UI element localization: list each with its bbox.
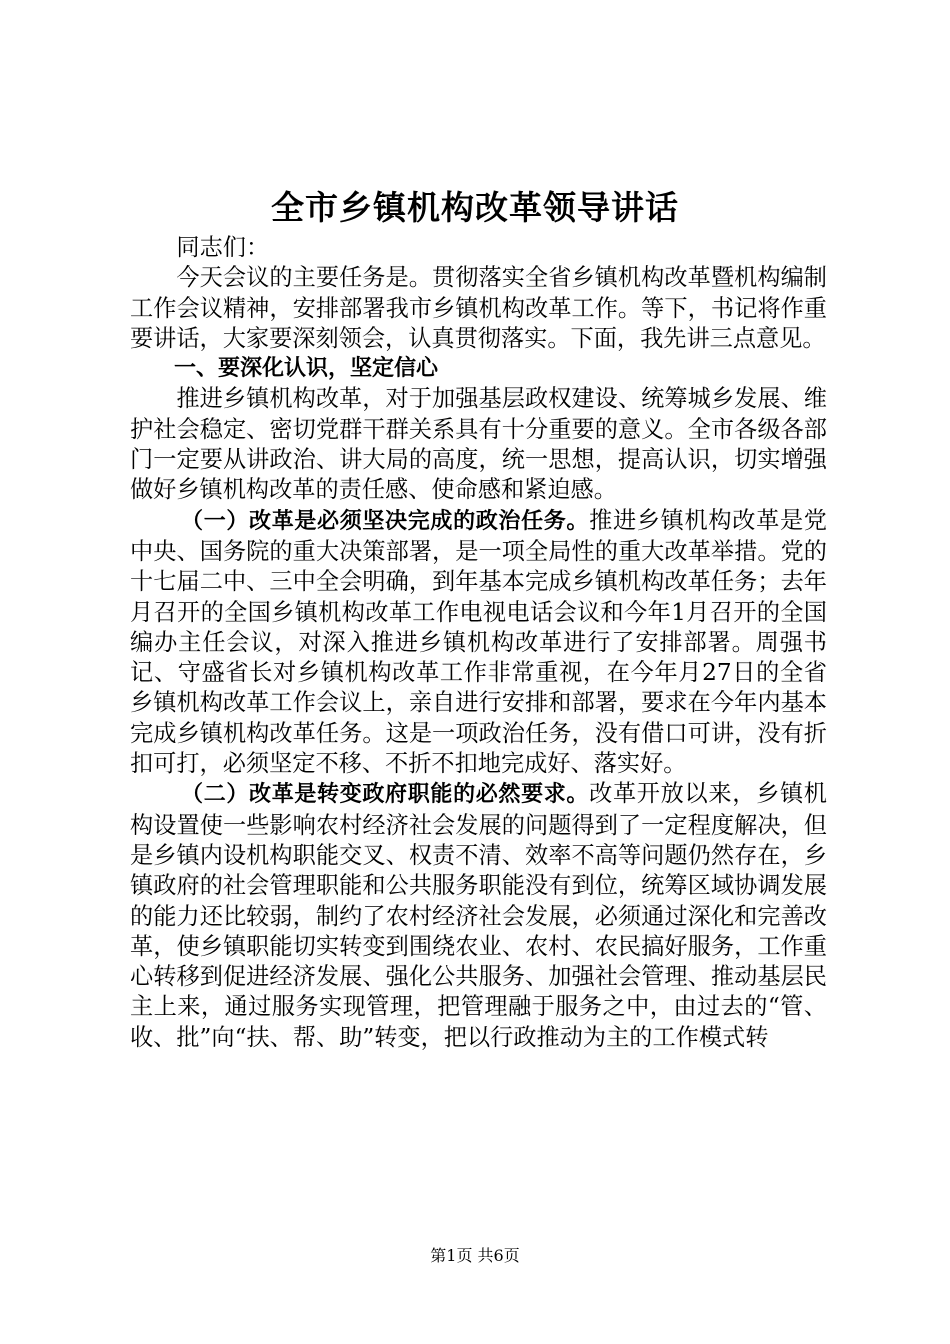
document-body <box>130 233 827 1053</box>
section-heading: 一、要深化认识，坚定信心 <box>174 356 439 382</box>
document-title: 全市乡镇机构改革领导讲话 <box>271 188 679 227</box>
salutation: 同志们： <box>176 234 270 261</box>
point-body: 改革开放以来，乡镇机构设置使一些影响农村经济社会发展的问题得到了一定程度解决，但是乡镇内设机构职能交叉、权责不清、效率不高等问题仍然存在，乡镇政府的社会管理职能和公共服务职能没有到位，统筹区域协调发展的能力还比较弱，制约了农村经济社会发展，必须通过深化和完善改革，使乡镇职能切实转变到围绕农业、农村、农民搞好服务，工作重心转移到促进经济发展、强化公共服务、加强社会管理、推动基层民主上来，通过服务实现管理，把管理融于服务之中，由过去的“管、收、批”向“扶、帮、助”转变，把以行政推动为主的工作模式转 <box>130 780 827 1051</box>
point-heading: （二）改革是转变政府职能的必然要求。 <box>181 782 590 808</box>
point-paragraph <box>130 779 827 1053</box>
point-body: 推进乡镇机构改革是党中央、国务院的重大决策部署，是一项全局性的重大改革举措。党的十七届二中、三中全会明确，到年基本完成乡镇机构改革任务；去年月召开的全国乡镇机构改革工作电视电话会议和今年1月召开的全国编办主任会议，对深入推进乡镇机构改革进行了安排部署。周强书记、守盛省长对乡镇机构改革工作非常重视，在今年月27日的全省乡镇机构改革工作会议上，亲自进行安排和部署，要求在今年内基本完成乡镇机构改革任务。这是一项政治任务，没有借口可讲，没有折扣可打，必须坚定不移、不折不扣地完成好、落实好。 <box>130 506 827 778</box>
section-paragraph: 推进乡镇机构改革，对于加强基层政权建设、统筹城乡发展、维护社会稳定、密切党群干群关系具有十分重要的意义。全市各级各部门一定要从讲政治、讲大局的高度，统一思想，提高认识，切实增强做好乡镇机构改革的责任感、使命感和紧迫感。 <box>130 385 827 504</box>
point-paragraph <box>130 506 827 780</box>
point-heading: （一）改革是必须坚决完成的政治任务。 <box>181 508 590 534</box>
intro-paragraph: 今天会议的主要任务是。贯彻落实全省乡镇机构改革暨机构编制工作会议精神，安排部署我市乡镇机构改革工作。等下，书记将作重要讲话，大家要深刻领会，认真贯彻落实。下面，我先讲三点意见。 <box>130 264 827 352</box>
page-footer: 第1页 共6页 <box>430 1246 520 1265</box>
